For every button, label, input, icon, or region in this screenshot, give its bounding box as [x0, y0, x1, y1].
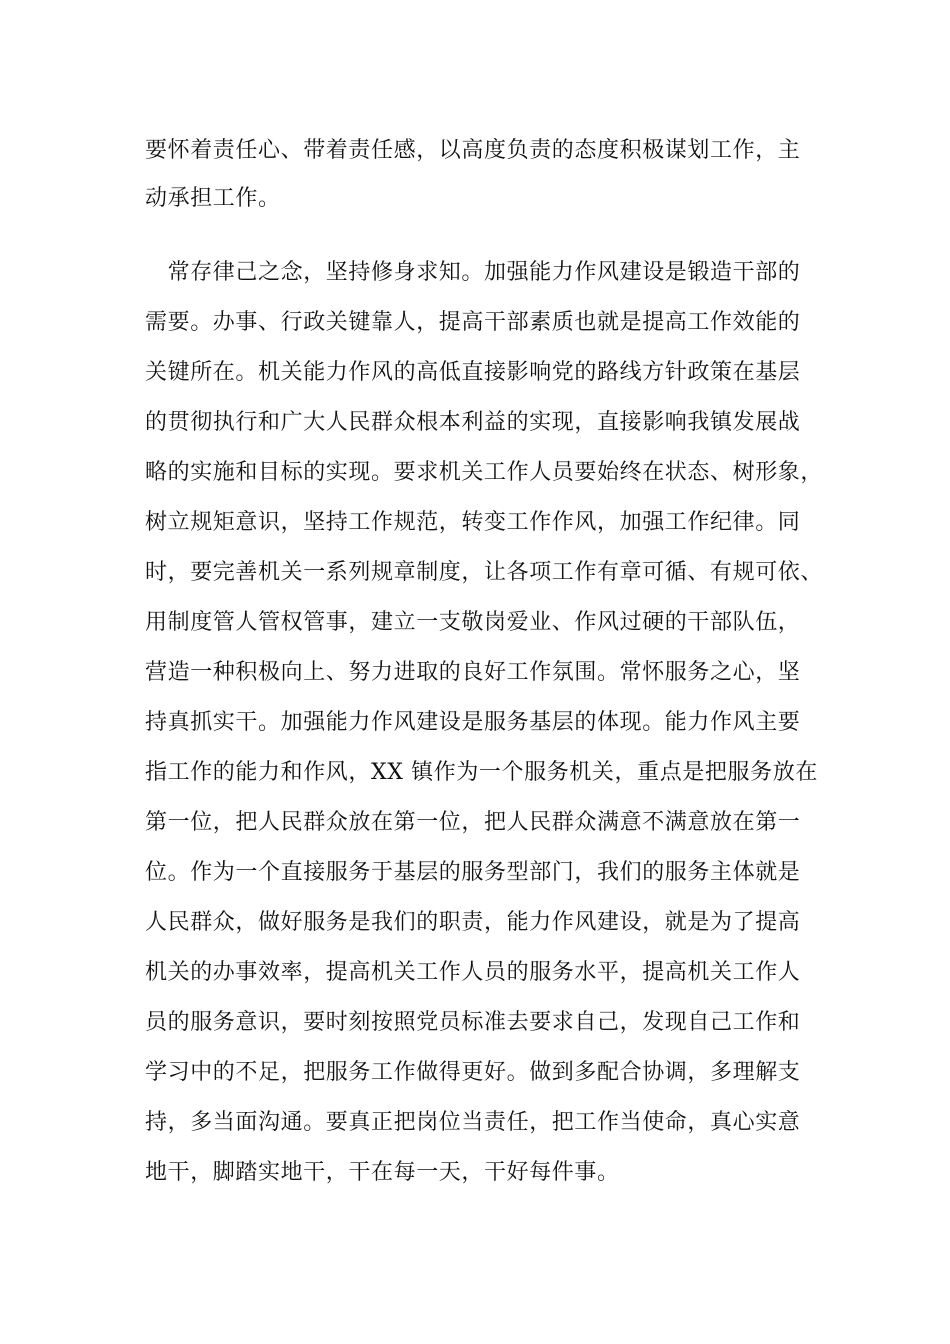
- text-line: 需要。办事、行政关键靠人，提高干部素质也就是提高工作效能的: [145, 310, 801, 335]
- text-line: 学习中的不足，把服务工作做得更好。做到多配合协调，多理解支: [145, 1060, 801, 1085]
- text-line: 的贯彻执行和广大人民群众根本利益的实现，直接影响我镇发展战: [145, 410, 801, 435]
- text-line: 要怀着责任心、带着责任感，以高度负责的态度积极谋划工作，主: [145, 138, 801, 163]
- text-line: 常存律己之念，坚持修身求知。加强能力作风建设是锻造干部的: [145, 260, 801, 285]
- text-line: 时，要完善机关一系列规章制度，让各项工作有章可循、有规可依、: [145, 560, 824, 585]
- text-line: 人民群众，做好服务是我们的职责，能力作风建设，就是为了提高: [145, 910, 801, 935]
- text-line: 关键所在。机关能力作风的高低直接影响党的路线方针政策在基层: [145, 360, 801, 385]
- text-line: 营造一种积极向上、努力进取的良好工作氛围。常怀服务之心，坚: [145, 660, 801, 685]
- text-line: 地干，脚踏实地干，干在每一天，干好每件事。: [145, 1160, 620, 1185]
- text-line: 用制度管人管权管事，建立一支敬岗爱业、作风过硬的干部队伍，: [145, 610, 801, 635]
- text-line: 持真抓实干。加强能力作风建设是服务基层的体现。能力作风主要: [145, 710, 801, 735]
- text-line: 动承担工作。: [145, 186, 281, 211]
- text-line: 树立规矩意识，坚持工作规范，转变工作作风，加强工作纪律。同: [145, 510, 801, 535]
- text-line: 指工作的能力和作风，XX 镇作为一个服务机关，重点是把服务放在: [145, 760, 818, 785]
- text-line: 员的服务意识，要时刻按照党员标准去要求自己，发现自己工作和: [145, 1010, 801, 1035]
- text-line: 持，多当面沟通。要真正把岗位当责任，把工作当使命，真心实意: [145, 1110, 801, 1135]
- text-line: 略的实施和目标的实现。要求机关工作人员要始终在状态、树形象，: [145, 460, 824, 485]
- text-line: 机关的办事效率，提高机关工作人员的服务水平，提高机关工作人: [145, 960, 801, 985]
- text-line: 位。作为一个直接服务于基层的服务型部门，我们的服务主体就是: [145, 860, 801, 885]
- text-line: 第一位，把人民群众放在第一位，把人民群众满意不满意放在第一: [145, 810, 801, 835]
